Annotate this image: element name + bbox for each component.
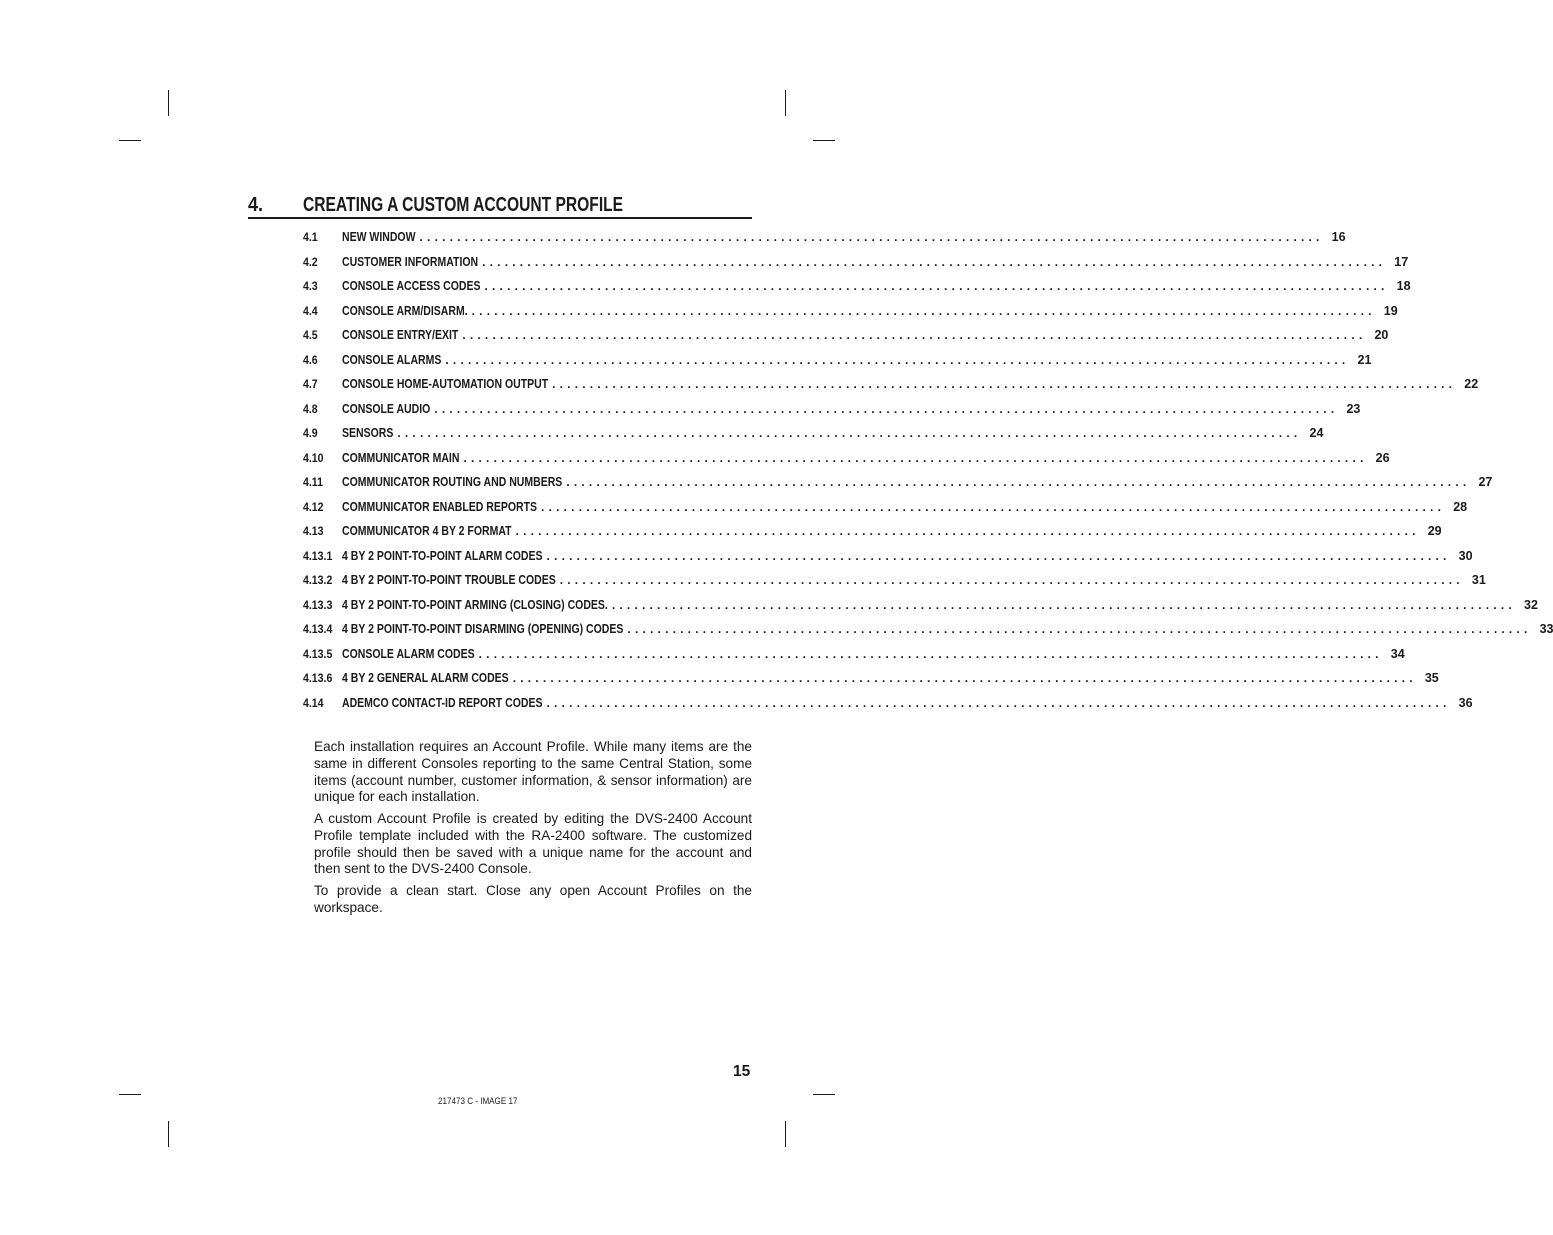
toc-entry-number: 4.10	[303, 450, 324, 465]
toc-entry-page: 36	[1458, 695, 1473, 710]
toc-entry-title: COMMUNICATOR MAIN	[342, 450, 460, 465]
toc-entry-title: CONSOLE ACCESS CODES	[342, 279, 481, 293]
toc-entry	[303, 548, 1473, 567]
toc-entry	[303, 401, 1361, 420]
crop-mark	[119, 140, 141, 141]
toc-entry-number: 4.13.1	[303, 548, 333, 563]
toc-entry	[303, 695, 1473, 714]
toc-entry-page: 35	[1424, 671, 1439, 685]
toc-leader-dots: ........................................................................................................................	[397, 426, 1302, 440]
toc-entry-title: CONSOLE ENTRY/EXIT	[342, 328, 459, 342]
toc-entry-page: 20	[1374, 328, 1389, 342]
toc-entry	[303, 426, 1324, 444]
toc-entry-number: 4.1	[303, 230, 318, 244]
toc-leader-dots: ........................................................................................................................	[482, 254, 1387, 269]
body-paragraph: To provide a clean start. Close any open Account Profiles on the workspace.	[314, 883, 752, 915]
crop-mark	[785, 1121, 786, 1147]
toc-entry	[303, 328, 1389, 346]
toc-entry-number: 4.3	[303, 279, 318, 293]
toc-entry	[303, 475, 1493, 493]
toc-leader-dots: ........................................................................................................................	[471, 303, 1376, 318]
toc-entry-number: 4.13.6	[303, 671, 333, 685]
toc-entry	[303, 230, 1346, 248]
toc-entry-title: COMMUNICATOR 4 BY 2 FORMAT	[342, 524, 512, 538]
toc-leader-dots: ........................................................................................................................	[546, 695, 1451, 710]
toc-entry-number: 4.4	[303, 303, 318, 318]
page-number: 15	[733, 1063, 751, 1080]
toc-entry-number: 4.5	[303, 328, 318, 342]
toc-leader-dots: ........................................................................................................................	[445, 352, 1350, 367]
toc-entry-number: 4.13.5	[303, 646, 333, 661]
toc-entry	[303, 352, 1372, 371]
crop-mark	[813, 140, 835, 141]
toc-entry-title: CUSTOMER INFORMATION	[342, 254, 479, 269]
toc-entry-page: 27	[1478, 475, 1493, 489]
toc-entry-page: 30	[1458, 548, 1473, 563]
chapter-number: 4.	[248, 194, 264, 216]
toc-entry-page: 24	[1309, 426, 1324, 440]
toc-leader-dots: ........................................................................................................................	[419, 230, 1324, 244]
toc-entry-number: 4.11	[303, 475, 323, 489]
toc-entry	[303, 377, 1479, 395]
toc-entry-number: 4.2	[303, 254, 318, 269]
toc-entry-page: 33	[1539, 622, 1553, 636]
toc-entry-number: 4.14	[303, 695, 324, 710]
toc-entry-page: 31	[1471, 573, 1486, 587]
toc-entry-title: CONSOLE HOME-AUTOMATION OUTPUT	[342, 377, 549, 391]
toc-entry-title: NEW WINDOW	[342, 230, 416, 244]
toc-entry-title: 4 BY 2 POINT-TO-POINT ALARM CODES	[342, 548, 543, 563]
body-paragraph: A custom Account Profile is created by editing the DVS-2400 Account Profile template included with the RA-2400 software. The customized profile should then be saved with a unique name for the account and then sent to the DVS-2400 Console.	[314, 811, 752, 877]
toc-leader-dots: ........................................................................................................................	[546, 548, 1451, 563]
toc-entry-title: COMMUNICATOR ROUTING AND NUMBERS	[342, 475, 563, 489]
toc-entry-number: 4.7	[303, 377, 318, 391]
toc-leader-dots: ........................................................................................................................	[627, 622, 1532, 636]
toc-entry	[303, 524, 1442, 542]
toc-entry	[303, 450, 1390, 469]
toc-leader-dots: ........................................................................................................................	[566, 475, 1471, 489]
toc-entry-page: 17	[1394, 254, 1409, 269]
toc-entry-page: 18	[1396, 279, 1411, 293]
toc-entry-number: 4.6	[303, 352, 318, 367]
crop-mark	[785, 90, 786, 116]
toc-entry-page: 34	[1390, 646, 1405, 661]
toc-entry-title: 4 BY 2 POINT-TO-POINT TROUBLE CODES	[342, 573, 556, 587]
toc-leader-dots: ........................................................................................................................	[559, 573, 1464, 587]
toc-leader-dots: ........................................................................................................................	[512, 671, 1417, 685]
crop-mark	[119, 1094, 141, 1095]
toc-entry-title: 4 BY 2 POINT-TO-POINT ARMING (CLOSING) CODES.	[342, 597, 608, 612]
toc-entry	[303, 597, 1538, 616]
toc-entry-page: 29	[1427, 524, 1442, 538]
toc-entry-number: 4.13.3	[303, 597, 333, 612]
toc-entry-title: COMMUNICATOR ENABLED REPORTS	[342, 499, 538, 514]
toc-entry-title: CONSOLE ARM/DISARM.	[342, 303, 468, 318]
toc-leader-dots: ........................................................................................................................	[434, 401, 1339, 416]
toc-entry-number: 4.13.4	[303, 622, 333, 636]
toc-entry-number: 4.8	[303, 401, 318, 416]
toc-entry-title: CONSOLE AUDIO	[342, 401, 431, 416]
toc-leader-dots: ........................................................................................................................	[552, 377, 1457, 391]
crop-mark	[813, 1094, 835, 1095]
toc-entry	[303, 573, 1486, 591]
toc-entry	[303, 499, 1468, 518]
crop-mark	[168, 1121, 169, 1147]
toc-entry-title: 4 BY 2 POINT-TO-POINT DISARMING (OPENING) CODES	[342, 622, 624, 636]
toc-entry-page: 16	[1331, 230, 1346, 244]
toc-entry-title: ADEMCO CONTACT-ID REPORT CODES	[342, 695, 543, 710]
toc-leader-dots: ........................................................................................................................	[478, 646, 1383, 661]
toc-entry	[303, 254, 1409, 273]
chapter-heading	[248, 193, 752, 219]
toc-entry-number: 4.9	[303, 426, 318, 440]
toc-entry-number: 4.13.2	[303, 573, 333, 587]
toc-entry	[303, 671, 1439, 689]
toc-leader-dots: ........................................................................................................................	[484, 279, 1389, 293]
chapter-title: CREATING A CUSTOM ACCOUNT PROFILE	[303, 194, 624, 216]
toc-entry-page: 22	[1464, 377, 1479, 391]
toc-entry-number: 4.13	[303, 524, 324, 538]
toc-leader-dots: ........................................................................................................................	[611, 597, 1516, 612]
toc-entry	[303, 646, 1405, 665]
toc-entry-page: 21	[1357, 352, 1372, 367]
toc-entry-page: 32	[1524, 597, 1538, 612]
toc-leader-dots: ........................................................................................................................	[541, 499, 1446, 514]
body-paragraph: Each installation requires an Account Profile. While many items are the same in different Consoles reporting to the same Central Station, some items (account number, customer information, & sensor information) are unique for each installation.	[314, 739, 752, 805]
toc-entry-number: 4.12	[303, 499, 324, 514]
toc-entry-title: SENSORS	[342, 426, 394, 440]
toc-entry-page: 23	[1346, 401, 1361, 416]
toc-leader-dots: ........................................................................................................................	[463, 450, 1368, 465]
toc-entry-title: CONSOLE ALARM CODES	[342, 646, 475, 661]
toc-entry-page: 28	[1453, 499, 1468, 514]
toc-entry	[303, 622, 1553, 640]
crop-mark	[168, 90, 169, 116]
toc-entry	[303, 303, 1398, 322]
toc-entry	[303, 279, 1411, 297]
toc-leader-dots: ........................................................................................................................	[462, 328, 1367, 342]
toc-entry-page: 19	[1383, 303, 1398, 318]
toc-entry-title: CONSOLE ALARMS	[342, 352, 442, 367]
toc-leader-dots: ........................................................................................................................	[515, 524, 1420, 538]
toc-entry-title: 4 BY 2 GENERAL ALARM CODES	[342, 671, 509, 685]
toc-entry-page: 26	[1375, 450, 1390, 465]
footer-code: 217473 C - IMAGE 17	[438, 1096, 518, 1107]
